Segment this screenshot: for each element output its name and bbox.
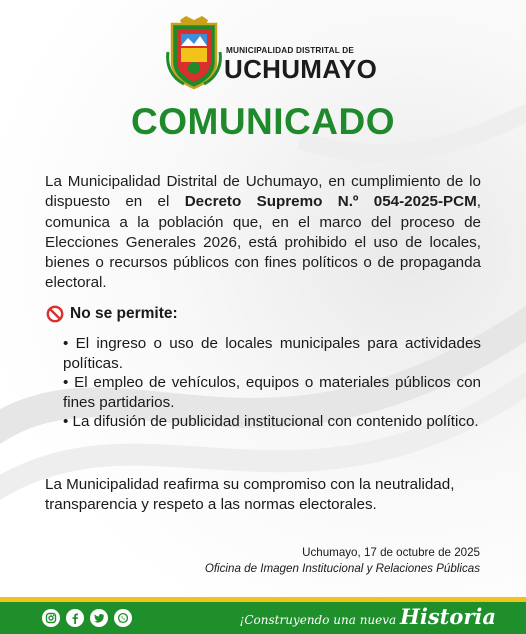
municipal-shield-icon: [166, 16, 222, 90]
social-links: [42, 609, 132, 627]
whatsapp-icon[interactable]: [114, 609, 132, 627]
prohibited-list: [63, 334, 481, 432]
org-name-line2: UCHUMAYO: [224, 54, 378, 84]
twitter-icon[interactable]: [90, 609, 108, 627]
list-item: • La difusión de publicidad institucional con contenido político.: [63, 413, 479, 430]
intro-text-end: , comunica a la población que, en el marco del proceso de Elecciones Generales 2026, está prohibido el uso de locales, bienes o recursos públicos con fines políticos o de propaganda electoral.: [45, 193, 482, 292]
slogan: [240, 604, 496, 629]
slogan-part2: Historia: [400, 604, 496, 629]
decree-reference: Decreto Supremo N.º 054-2025-PCM: [184, 193, 477, 211]
prohibited-heading: [46, 305, 178, 323]
intro-text-start: La Municipalidad Distrital de Uchumayo, en cumplimiento de lo dispuesto en el: [45, 173, 481, 211]
instagram-icon[interactable]: [42, 609, 60, 627]
facebook-icon[interactable]: [66, 609, 84, 627]
closing-paragraph: La Municipalidad reafirma su compromiso con la neutralidad, transparencia y respeto a las normas electorales.: [45, 476, 455, 514]
signature-date: Uchumayo, 17 de octubre de 2025: [302, 546, 480, 559]
list-item: • El ingreso o uso de locales municipales para actividades políticas.: [63, 335, 481, 372]
slogan-part1: ¡Construyendo una nueva: [239, 613, 400, 627]
prohibited-icon: [46, 305, 64, 323]
footer-bar: [0, 602, 526, 634]
municipality-logo: [166, 16, 378, 92]
signature-office: Oficina de Imagen Institucional y Relaciones Públicas: [204, 562, 480, 575]
org-name-line1: MUNICIPALIDAD DISTRITAL DE: [226, 46, 355, 55]
prohibited-heading-text: No se permite:: [70, 305, 178, 322]
intro-paragraph: [45, 172, 481, 294]
list-item: • El empleo de vehículos, equipos o materiales públicos con fines partidarios.: [63, 374, 481, 411]
page-title: COMUNICADO: [131, 101, 395, 142]
